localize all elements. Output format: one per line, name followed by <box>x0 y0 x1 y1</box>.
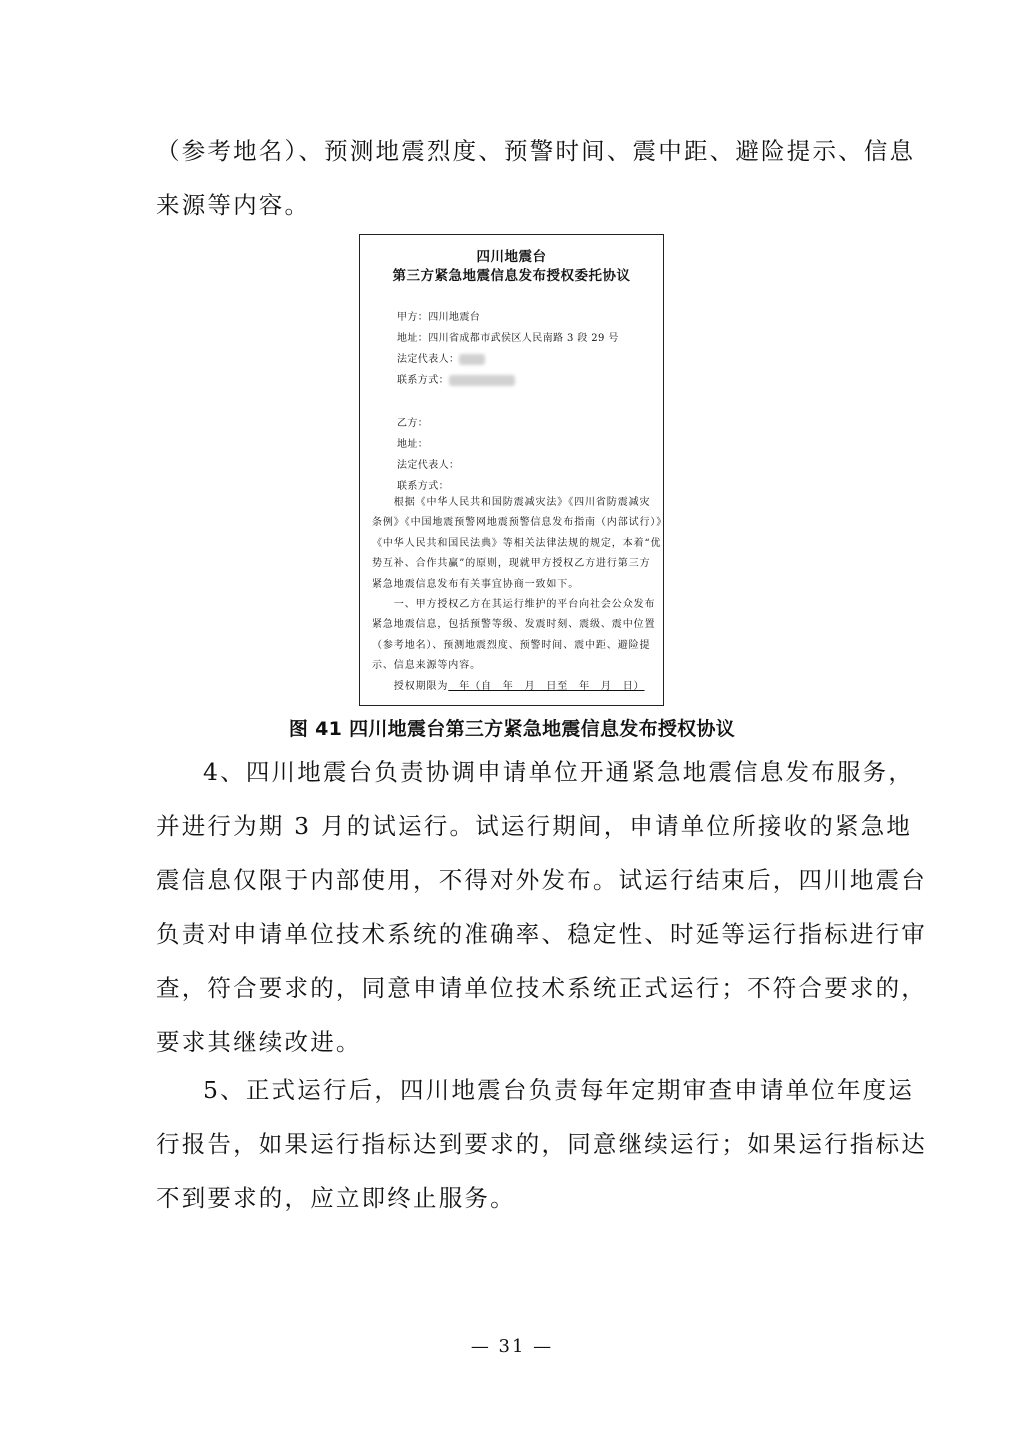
agreement-term-line <box>372 677 654 697</box>
contact-a <box>397 371 515 386</box>
paragraph-4-line: 震信息仅限于内部使用，不得对外发布。试运行结束后，四川地震台 <box>156 866 927 894</box>
agreement-body-line: 势互补、合作共赢”的原则，现就甲方授权乙方进行第三方 <box>372 558 651 570</box>
agreement-title-line-2: 第三方紧急地震信息发布授权委托协议 <box>392 268 631 284</box>
agreement-body-line: （参考地名）、预测地震烈度、预警时间、震中距、避险提 <box>372 639 651 651</box>
paragraph-4-line: 要求其继续改进。 <box>156 1028 362 1056</box>
paragraph-5-line: 不到要求的，应立即终止服务。 <box>156 1184 516 1212</box>
intro-line-1: （参考地名）、预测地震烈度、预警时间、震中距、避险提示、信息 <box>156 137 916 165</box>
agreement-body-line: 《中华人民共和国民法典》等相关法律法规的规定，本着“优 <box>372 537 662 549</box>
agreement-body-line: 紧急地震信息，包括预警等级、发震时刻、震级、震中位置 <box>372 619 656 631</box>
address-a: 地址：四川省成都市武侯区人民南路 3 段 29 号 <box>397 333 619 344</box>
agreement-title-line-1: 四川地震台 <box>476 249 547 265</box>
contact-b: 联系方式： <box>397 481 449 492</box>
paragraph-4-line: 查，符合要求的，同意申请单位技术系统正式运行；不符合要求的， <box>156 974 927 1002</box>
agreement-body-line: 一、甲方授权乙方在其运行维护的平台向社会公众发布 <box>372 599 656 611</box>
rep-b: 法定代表人： <box>397 460 460 471</box>
agreement-body-line: 示、信息来源等内容。 <box>372 660 481 672</box>
rep-a-label: 法定代表人： <box>397 354 460 365</box>
rep-a <box>397 350 485 365</box>
intro-line-2: 来源等内容。 <box>156 191 311 219</box>
redacted-name <box>459 354 485 365</box>
contact-a-label: 联系方式： <box>397 375 449 386</box>
redacted-phone <box>449 375 515 386</box>
agreement-body-line: 紧急地震信息发布有关事宜协商一致如下。 <box>372 578 580 590</box>
address-b: 地址： <box>397 439 429 450</box>
paragraph-4-line: 4、四川地震台负责协调申请单位开通紧急地震信息发布服务， <box>203 758 915 786</box>
term-blank: 年（自 年 月 日至 年 月 日） <box>448 680 645 692</box>
paragraph-5 <box>156 1063 927 1225</box>
figure-caption: 图 41 四川地震台第三方紧急地震信息发布授权协议 <box>288 718 736 740</box>
party-a: 甲方：四川地震台 <box>397 312 481 323</box>
paragraph-5-line: 行报告，如果运行指标达到要求的，同意继续运行；如果运行指标达 <box>156 1130 927 1158</box>
page-number: — 31 — <box>470 1336 554 1357</box>
agreement-figure <box>359 234 668 706</box>
agreement-body-line: 根据《中华人民共和国防震减灾法》《四川省防震减灾 <box>372 497 651 508</box>
agreement-body <box>372 493 668 697</box>
paragraph-4 <box>156 745 927 1069</box>
agreement-body-line: 条例》《中国地震预警网地震预警信息发布指南（内部试行）》 <box>372 517 668 529</box>
paragraph-4-line: 并进行为期 3 月的试运行。试运行期间，申请单位所接收的紧急地 <box>156 812 913 840</box>
paragraph-5-line: 5、正式运行后，四川地震台负责每年定期审查申请单位年度运 <box>203 1076 915 1104</box>
paragraph-4-line: 负责对申请单位技术系统的准确率、稳定性、时延等运行指标进行审 <box>156 920 927 948</box>
party-b: 乙方： <box>397 418 429 429</box>
term-label: 授权期限为 <box>372 680 449 692</box>
intro-paragraph <box>156 124 916 232</box>
